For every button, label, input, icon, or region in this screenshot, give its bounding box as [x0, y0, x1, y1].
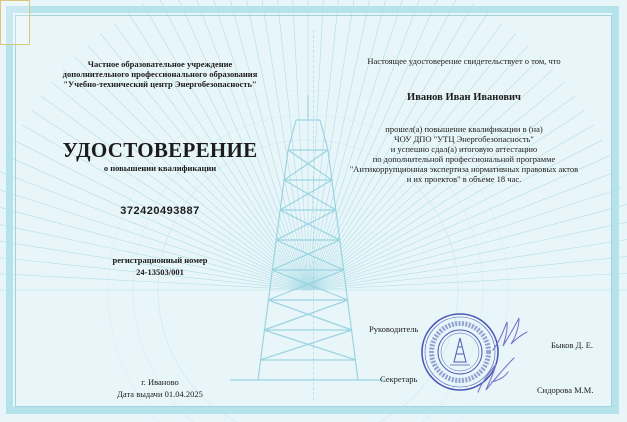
- certificate-number: 372420493887: [120, 205, 200, 217]
- secretary-label: Секретарь: [380, 374, 418, 384]
- fold-line: [313, 30, 314, 400]
- head-name: Быков Д. Е.: [551, 340, 594, 350]
- corner-marker: [0, 0, 30, 45]
- body-line: и их проектов" в объеме 18 час.: [406, 174, 522, 184]
- secretary-signature-icon: [474, 352, 522, 396]
- body-line: и успешно сдал(а) итоговую аттестацию: [390, 144, 538, 154]
- document-subtitle: о повышении квалификации: [103, 163, 217, 173]
- organization-line: дополнительного профессионального образования: [62, 69, 258, 79]
- head-label: Руководитель: [369, 324, 419, 334]
- body-line: прошел(а) повышение квалификации в (на): [385, 124, 543, 134]
- organization-line: Частное образовательное учреждение: [87, 59, 233, 69]
- organization-line: "Учебно-технический центр Энергобезопасность": [63, 79, 257, 89]
- body-line: по дополнительной профессиональной программе: [372, 154, 556, 164]
- registration-number: 24-13503/001: [136, 267, 184, 277]
- document-title: УДОСТОВЕРЕНИЕ: [62, 138, 258, 162]
- secretary-name: Сидорова М.М.: [537, 385, 594, 395]
- holder-name: Иванов Иван Иванович: [407, 92, 521, 103]
- body-line: ЧОУ ДПО "УТЦ Энергобезопасность": [394, 134, 534, 144]
- issue-city: г. Иваново: [141, 377, 179, 387]
- issue-date: Дата выдачи 01.04.2025: [117, 389, 203, 399]
- body-line: "Антикоррупционная экспертиза нормативных правовых актов: [349, 164, 579, 174]
- registration-label: регистрационный номер: [112, 255, 208, 265]
- intro-text: Настоящее удостоверение свидетельствует о том, что: [367, 56, 561, 66]
- head-signature-icon: [489, 314, 531, 354]
